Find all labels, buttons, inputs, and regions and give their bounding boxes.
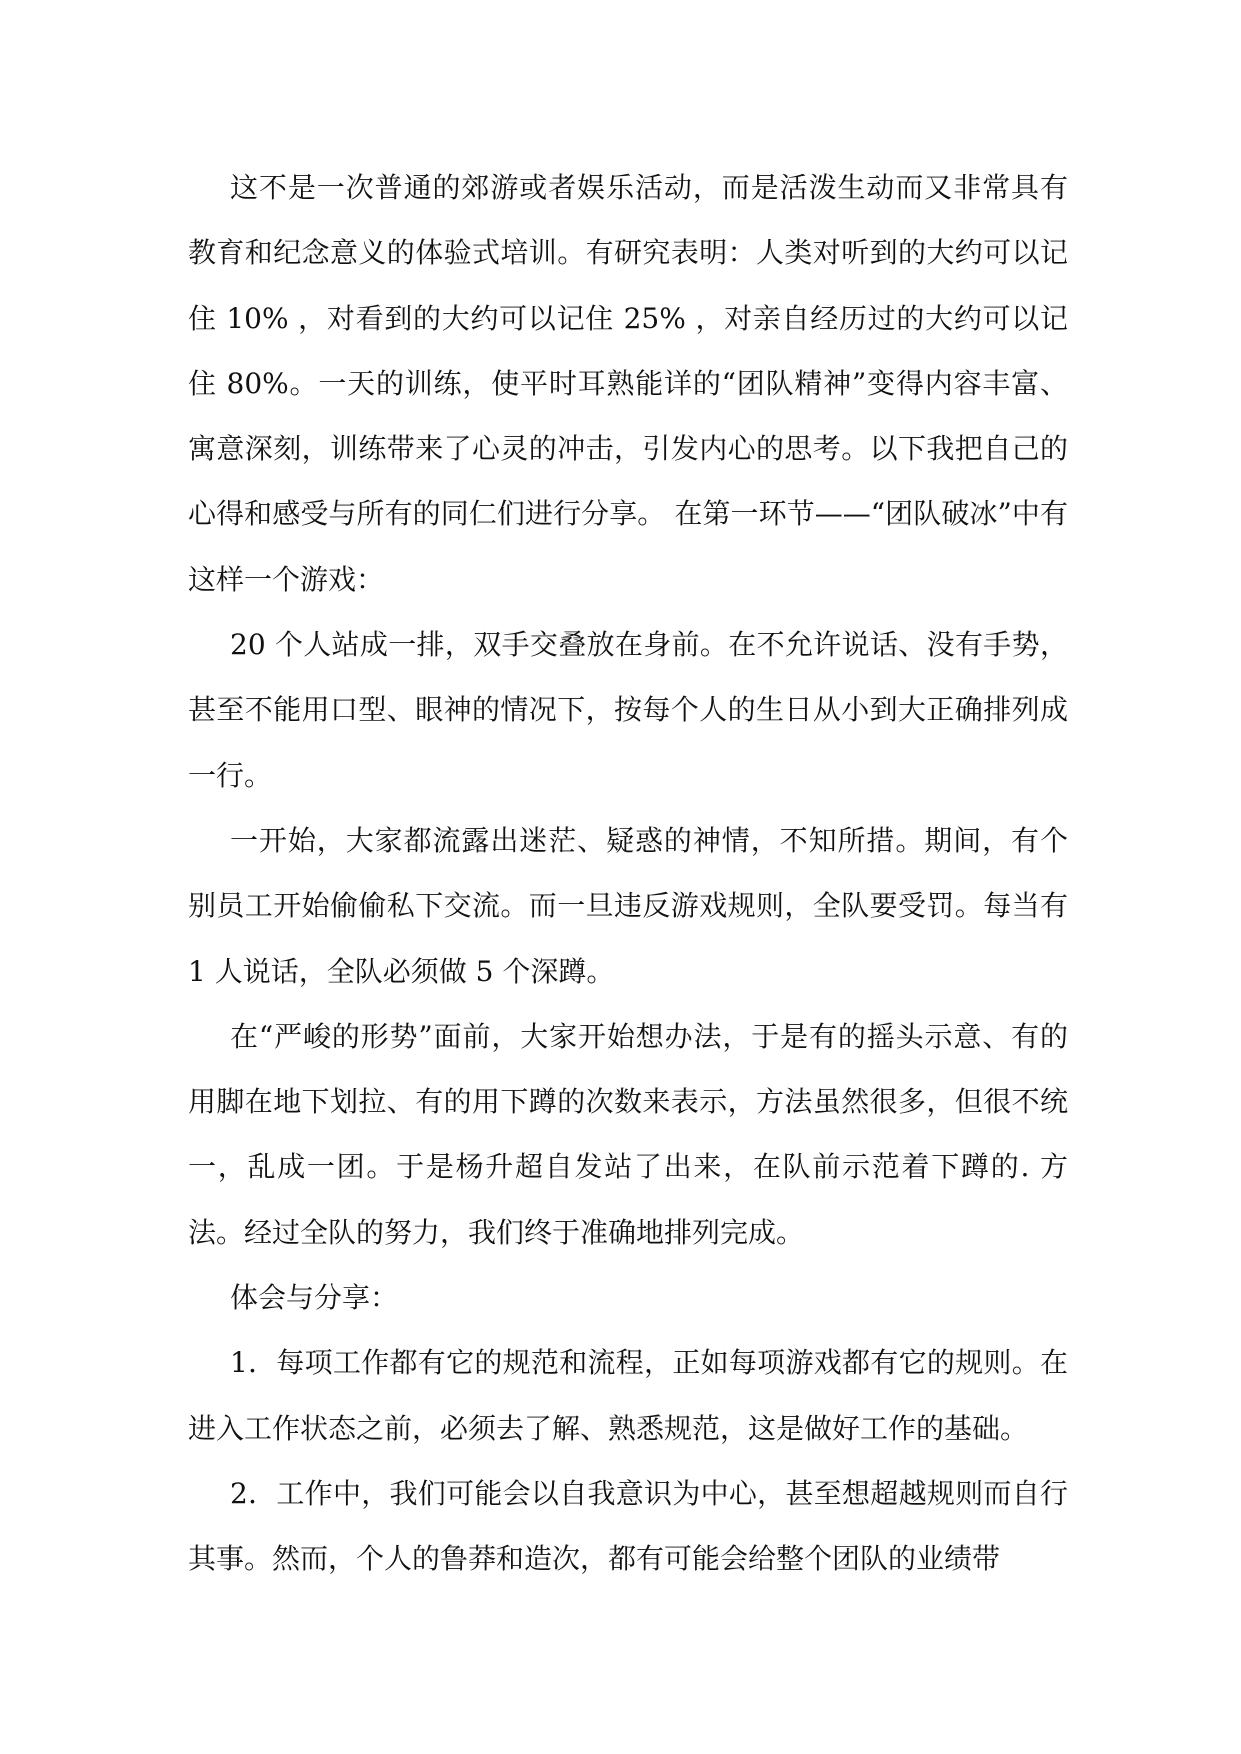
paragraph-game-rules: 20 个人站成一排，双手交叠放在身前。在不允许说话、没有手势，甚至不能用口型、眼神的情况下，按每个人的生日从小到大正确排列成一行。	[188, 628, 1068, 792]
paragraph-reflection-heading: 体会与分享：	[230, 1281, 399, 1315]
paragraph-game-start: 一开始，大家都流露出迷茫、疑惑的神情，不知所措。期间，有个别员工开始偷偷私下交流。而一旦违反游戏规则，全队要受罚。每当有 1 人说话，全队必须做 5 个深蹲。	[188, 823, 1068, 988]
document-body	[188, 155, 1068, 1592]
paragraph-point-1: 1．每项工作都有它的规范和流程，正如每项游戏都有它的规则。在进入工作状态之前，必须去了解、熟悉规范，这是做好工作的基础。	[188, 1346, 1068, 1445]
paragraph-game-solution: 在“严峻的形势”面前，大家开始想办法，于是有的摇头示意、有的用脚在地下划拉、有的用下蹲的次数来表示，方法虽然很多，但很不统一，乱成一团。于是杨升超自发站了出来，在队前示范着下蹲的. 方法。经过全队的努力，我们终于准确地排列完成。	[188, 1019, 1068, 1249]
paragraph-intro: 这不是一次普通的郊游或者娱乐活动，而是活泼生动而又非常具有教育和纪念意义的体验式培训。有研究表明：人类对听到的大约可以记住 10% ，对看到的大约可以记住 25% ，对亲自经历过的大约可以记住 80%。一天的训练，使平时耳熟能详的“团队精神”变得内容丰富、寓意深刻，训练带来了心灵的冲击，引发内心的思考。以下我把自己的心得和感受与所有的同仁们进行分享。 在第一环节——“团队破冰”中有这样一个游戏：	[188, 171, 1068, 596]
paragraph-point-2: 2．工作中，我们可能会以自我意识为中心，甚至想超越规则而自行其事。然而，个人的鲁莽和造次，都有可能会给整个团队的业绩带	[188, 1476, 1068, 1576]
